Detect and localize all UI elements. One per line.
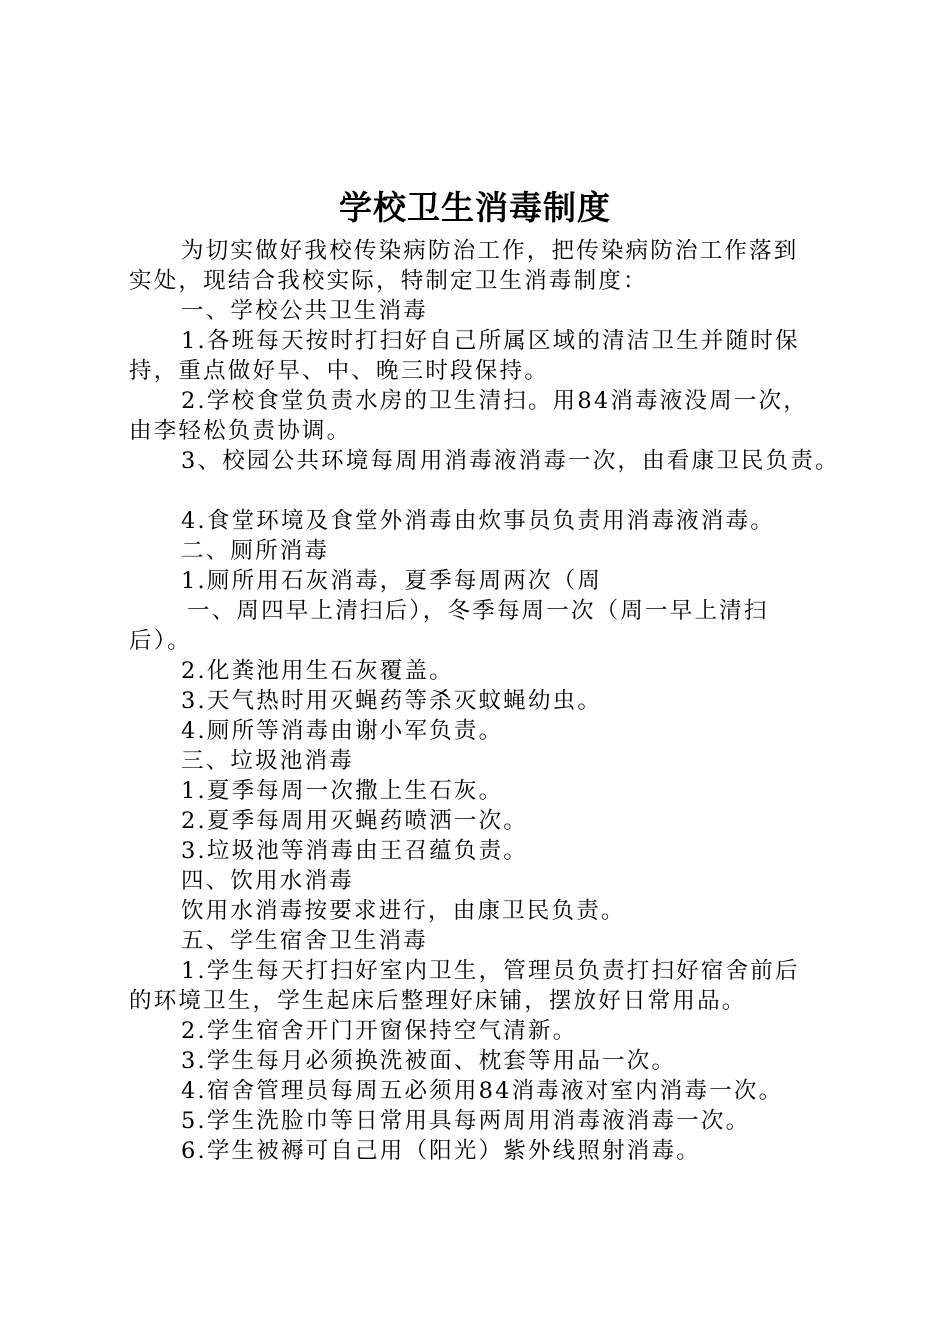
paragraph-line: 3.学生每月必须换洗被面、枕套等用品一次。 (181, 1048, 677, 1074)
section-heading-3: 三、垃圾池消毒 (181, 748, 354, 774)
document-title: 学校卫生消毒制度 (339, 188, 611, 227)
paragraph-line: 1.学生每天打扫好室内卫生，管理员负责打扫好宿舍前后 (181, 958, 800, 984)
paragraph-line: 4.厕所等消毒由谢小军负责。 (181, 718, 504, 744)
section-heading-5: 五、学生宿舍卫生消毒 (181, 928, 429, 954)
paragraph-line: 由李轻松负责协调。 (129, 418, 352, 444)
blank-line (129, 476, 834, 506)
paragraph-line: 3.天气热时用灭蝇药等杀灭蚊蝇幼虫。 (181, 688, 603, 714)
intro-line-2: 实处，现结合我校实际，特制定卫生消毒制度： (129, 268, 648, 294)
paragraph-line: 一、周四早上清扫后），冬季每周一次（周一早上清扫 (187, 598, 769, 624)
section-heading-2: 二、厕所消毒 (181, 538, 330, 564)
paragraph-line: 4.宿舍管理员每周五必须用84消毒液对室内消毒一次。 (181, 1078, 784, 1104)
paragraph-line: 2.夏季每周用灭蝇药喷洒一次。 (181, 808, 528, 834)
paragraph-line: 2.学校食堂负责水房的卫生清扫。用84消毒液没周一次， (181, 388, 808, 414)
paragraph-line: 3.垃圾池等消毒由王召蕴负责。 (181, 838, 528, 864)
paragraph-line: 饮用水消毒按要求进行，由康卫民负责。 (181, 898, 626, 924)
intro-line-1: 为切实做好我校传染病防治工作，把传染病防治工作落到 (181, 238, 799, 264)
paragraph-line: 2.学生宿舍开门开窗保持空气清新。 (181, 1018, 578, 1044)
paragraph-line: 6.学生被褥可自己用（阳光）紫外线照射消毒。 (181, 1138, 701, 1164)
paragraph-line: 1.夏季每周一次撒上生石灰。 (181, 778, 504, 804)
paragraph-line: 1.各班每天按时打扫好自己所属区域的清洁卫生并随时保 (181, 328, 800, 354)
paragraph-line: 5.学生洗脸巾等日常用具每两周用消毒液消毒一次。 (181, 1108, 751, 1134)
paragraph-line: 后）。 (129, 628, 192, 654)
paragraph-line: 的环境卫生，学生起床后整理好床铺，摆放好日常用品。 (129, 988, 747, 1014)
paragraph-line: 持，重点做好早、中、晚三时段保持。 (129, 358, 549, 384)
paragraph-line: 2.化粪池用生石灰覆盖。 (181, 658, 454, 684)
document-body (129, 236, 840, 1166)
section-heading-1: 一、学校公共卫生消毒 (181, 298, 429, 324)
paragraph-line: 1.厕所用石灰消毒，夏季每周两次（周 (181, 568, 603, 594)
paragraph-line: 4.食堂环境及食堂外消毒由炊事员负责用消毒液消毒。 (181, 508, 775, 534)
section-heading-4: 四、饮用水消毒 (181, 868, 354, 894)
paragraph-line: 3、校园公共环境每周用消毒液消毒一次，由看康卫民负责。 (181, 448, 840, 474)
